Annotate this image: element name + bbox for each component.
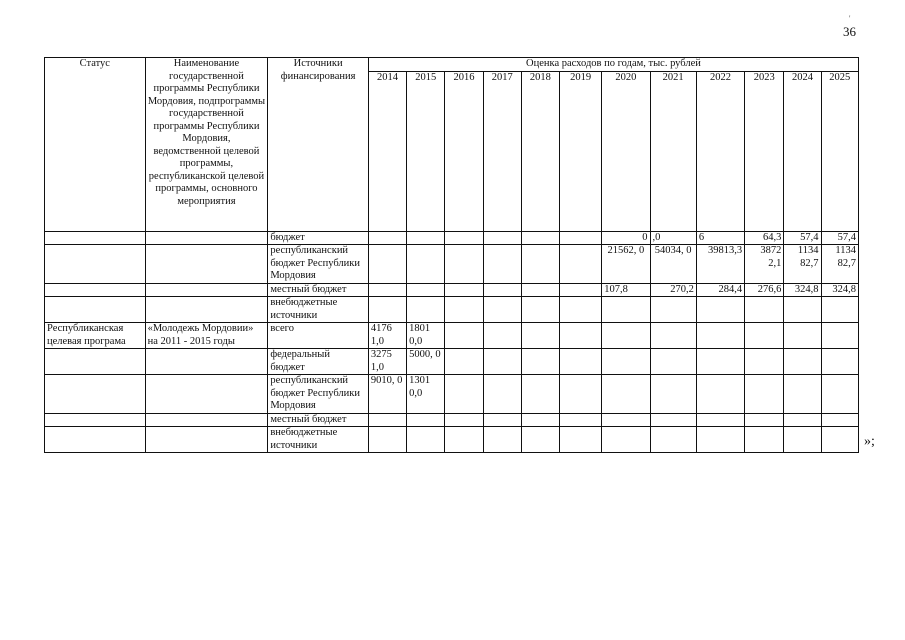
value-cell: 284,4 — [696, 283, 744, 297]
value-cell — [696, 323, 744, 349]
status-cell: Республиканская целевая програма — [45, 323, 146, 349]
source-cell: республиканский бюджет Республики Мордовия — [268, 245, 369, 284]
value-cell: 9010, 0 — [368, 375, 406, 414]
value-cell — [745, 413, 784, 427]
value-cell: 4176 1,0 — [368, 323, 406, 349]
value-cell: 1134 82,7 — [784, 245, 821, 284]
table-row — [45, 283, 859, 297]
value-cell — [521, 297, 559, 323]
value-cell — [602, 349, 650, 375]
header-status: Статус — [45, 58, 146, 232]
value-cell — [821, 323, 858, 349]
value-cell: 39813,3 — [696, 245, 744, 284]
value-cell: 5000, 0 — [407, 349, 445, 375]
value-cell — [784, 349, 821, 375]
value-cell — [407, 427, 445, 453]
value-cell — [784, 413, 821, 427]
value-cell — [821, 413, 858, 427]
value-cell — [521, 323, 559, 349]
tick-mark: ' — [849, 14, 851, 23]
value-cell — [821, 349, 858, 375]
value-cell — [483, 349, 521, 375]
value-cell — [784, 297, 821, 323]
status-cell — [45, 427, 146, 453]
name-cell — [145, 245, 268, 284]
value-cell — [602, 413, 650, 427]
value-cell — [821, 375, 858, 414]
value-cell: 21562, 0 — [602, 245, 650, 284]
value-cell: 64,3 — [745, 231, 784, 245]
name-cell — [145, 231, 268, 245]
value-cell — [445, 323, 483, 349]
source-cell: республиканский бюджет Республики Мордовия — [268, 375, 369, 414]
header-sources: Источники финансирования — [268, 58, 369, 232]
name-cell — [145, 375, 268, 414]
value-cell — [521, 283, 559, 297]
value-cell — [368, 427, 406, 453]
value-cell — [602, 427, 650, 453]
value-cell: 276,6 — [745, 283, 784, 297]
value-cell — [821, 297, 858, 323]
value-cell: ,0 — [650, 231, 696, 245]
status-cell — [45, 349, 146, 375]
value-cell — [521, 349, 559, 375]
value-cell — [784, 427, 821, 453]
year-header: 2019 — [560, 71, 602, 231]
value-cell: 57,4 — [784, 231, 821, 245]
value-cell — [696, 375, 744, 414]
value-cell — [483, 297, 521, 323]
value-cell: 270,2 — [650, 283, 696, 297]
value-cell — [521, 375, 559, 414]
table-row — [45, 375, 859, 414]
value-cell — [560, 283, 602, 297]
value-cell — [784, 375, 821, 414]
status-cell — [45, 245, 146, 284]
value-cell — [483, 375, 521, 414]
value-cell — [560, 245, 602, 284]
value-cell — [445, 231, 483, 245]
value-cell — [560, 413, 602, 427]
source-cell: федеральный бюджет — [268, 349, 369, 375]
value-cell — [560, 231, 602, 245]
value-cell — [650, 323, 696, 349]
source-cell: всего — [268, 323, 369, 349]
year-header: 2016 — [445, 71, 483, 231]
value-cell — [696, 427, 744, 453]
value-cell — [696, 349, 744, 375]
value-cell — [784, 323, 821, 349]
value-cell — [745, 323, 784, 349]
name-cell: «Молодежь Мордовии» на 2011 - 2015 годы — [145, 323, 268, 349]
value-cell — [821, 427, 858, 453]
value-cell: 324,8 — [784, 283, 821, 297]
value-cell — [521, 427, 559, 453]
header-estimate: Оценка расходов по годам, тыс. рублей — [368, 58, 858, 72]
value-cell — [368, 245, 406, 284]
value-cell — [483, 323, 521, 349]
value-cell — [745, 375, 784, 414]
value-cell — [696, 297, 744, 323]
value-cell — [368, 297, 406, 323]
value-cell — [650, 413, 696, 427]
status-cell — [45, 283, 146, 297]
value-cell — [696, 413, 744, 427]
value-cell — [407, 245, 445, 284]
header-name: Наименование государственной программы Республики Мордовия, подпрограммы государственной программы Республики Мордовия, ведомственной целевой программы, республиканской целевой программы, основного мероприятия — [145, 58, 268, 232]
value-cell: 0 — [602, 231, 650, 245]
value-cell: 1801 0,0 — [407, 323, 445, 349]
year-header: 2015 — [407, 71, 445, 231]
value-cell — [650, 349, 696, 375]
value-cell: 324,8 — [821, 283, 858, 297]
value-cell — [445, 427, 483, 453]
year-header: 2018 — [521, 71, 559, 231]
value-cell — [650, 375, 696, 414]
name-cell — [145, 413, 268, 427]
table-row — [45, 231, 859, 245]
value-cell — [560, 297, 602, 323]
closing-quote-mark: »; — [864, 434, 875, 449]
value-cell: 1134 82,7 — [821, 245, 858, 284]
year-header: 2023 — [745, 71, 784, 231]
value-cell — [407, 283, 445, 297]
value-cell — [483, 413, 521, 427]
value-cell — [445, 349, 483, 375]
value-cell — [521, 245, 559, 284]
value-cell — [745, 297, 784, 323]
name-cell — [145, 297, 268, 323]
page-number: 36 — [843, 24, 856, 39]
value-cell — [560, 349, 602, 375]
value-cell — [521, 413, 559, 427]
value-cell — [445, 375, 483, 414]
value-cell — [521, 231, 559, 245]
value-cell: 6 — [696, 231, 744, 245]
year-header: 2025 — [821, 71, 858, 231]
status-cell — [45, 297, 146, 323]
source-cell: местный бюджет — [268, 413, 369, 427]
source-cell: местный бюджет — [268, 283, 369, 297]
value-cell — [650, 297, 696, 323]
value-cell — [602, 375, 650, 414]
value-cell — [407, 231, 445, 245]
value-cell — [368, 283, 406, 297]
value-cell — [745, 427, 784, 453]
value-cell — [445, 245, 483, 284]
value-cell — [560, 427, 602, 453]
budget-table — [44, 57, 859, 453]
table-row — [45, 245, 859, 284]
name-cell — [145, 427, 268, 453]
source-cell: внебюджетные источники — [268, 427, 369, 453]
value-cell: 107,8 — [602, 283, 650, 297]
year-header: 2024 — [784, 71, 821, 231]
value-cell — [483, 231, 521, 245]
value-cell — [445, 283, 483, 297]
value-cell — [650, 427, 696, 453]
name-cell — [145, 283, 268, 297]
value-cell — [483, 245, 521, 284]
source-cell: внебюджетные источники — [268, 297, 369, 323]
value-cell — [745, 349, 784, 375]
header-row-top — [45, 58, 859, 72]
value-cell — [445, 413, 483, 427]
value-cell: 3872 2,1 — [745, 245, 784, 284]
value-cell — [368, 231, 406, 245]
table-row — [45, 349, 859, 375]
year-header: 2017 — [483, 71, 521, 231]
value-cell — [602, 297, 650, 323]
value-cell — [407, 413, 445, 427]
status-cell — [45, 231, 146, 245]
value-cell — [602, 323, 650, 349]
year-header: 2014 — [368, 71, 406, 231]
year-header: 2020 — [602, 71, 650, 231]
year-header: 2021 — [650, 71, 696, 231]
value-cell: 3275 1,0 — [368, 349, 406, 375]
status-cell — [45, 413, 146, 427]
value-cell — [483, 283, 521, 297]
value-cell — [407, 297, 445, 323]
value-cell — [560, 375, 602, 414]
value-cell: 54034, 0 — [650, 245, 696, 284]
value-cell: 57,4 — [821, 231, 858, 245]
name-cell — [145, 349, 268, 375]
source-cell: бюджет — [268, 231, 369, 245]
table-row — [45, 413, 859, 427]
table-row — [45, 297, 859, 323]
value-cell: 1301 0,0 — [407, 375, 445, 414]
table-row — [45, 427, 859, 453]
value-cell — [368, 413, 406, 427]
value-cell — [445, 297, 483, 323]
status-cell — [45, 375, 146, 414]
value-cell — [483, 427, 521, 453]
value-cell — [560, 323, 602, 349]
year-header: 2022 — [696, 71, 744, 231]
table-row — [45, 323, 859, 349]
